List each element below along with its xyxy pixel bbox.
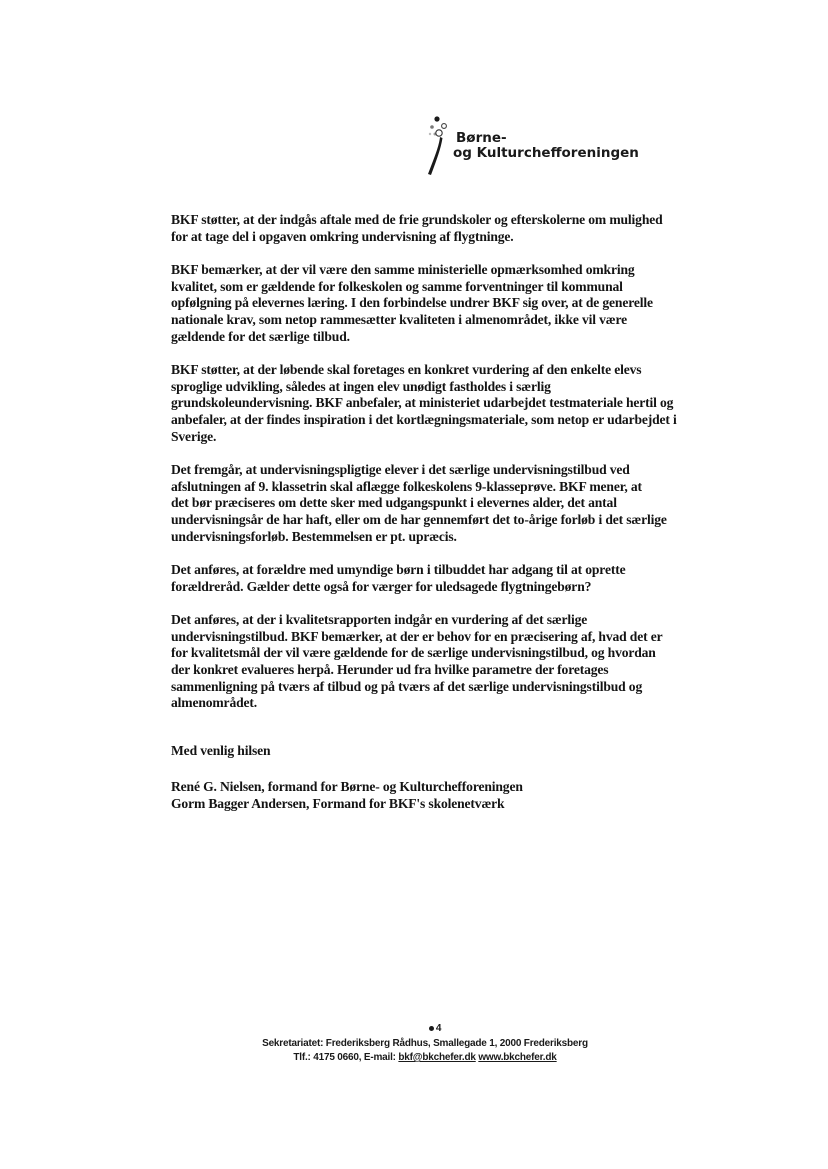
paragraph-5	[171, 562, 719, 595]
text-line: grundskoleundervisning. BKF anbefaler, at ministeriet udarbejdet testmateriale hertil og	[171, 395, 674, 411]
organization-logo	[418, 112, 648, 182]
text-line: Sverige.	[171, 428, 217, 444]
text-line: for kvalitetsmål der vil være gældende for de særlige undervisningstilbud, og hvordan	[171, 645, 656, 661]
page-footer	[0, 1022, 828, 1065]
email-link[interactable]: bkf@bkchefer.dk	[398, 1052, 476, 1063]
text-line: sproglige udvikling, således at ingen elev unødigt fastholdes i særlig	[171, 378, 551, 394]
bullet-dot-icon	[429, 1026, 434, 1031]
website-link[interactable]: www.bkchefer.dk	[478, 1052, 557, 1063]
logo-line-2: og Kulturchefforeningen	[453, 145, 639, 161]
text-line: kvalitet, som er gældende for folkeskolen og samme forventninger til kommunal	[171, 278, 623, 294]
page-number-value: 4	[435, 1023, 442, 1034]
text-line: forældreråd. Gælder dette også for værger for uledsagede flygtningebørn?	[171, 578, 592, 594]
paragraph-6	[171, 612, 719, 712]
text-line: nationale krav, som netop rammesætter kvaliteten i almenområdet, ikke vil være	[171, 311, 627, 327]
footer-phone: Tlf.: 4175 0660, E-mail:	[293, 1052, 399, 1063]
text-line: Det anføres, at forældre med umyndige børn i tilbuddet har adgang til at oprette	[171, 562, 626, 578]
text-line: sammenligning på tværs af tilbud og på tværs af det særlige undervisningstilbud og	[171, 678, 643, 694]
logo-figure-icon	[418, 112, 458, 182]
logo-wordmark	[453, 130, 639, 161]
text-line: for at tage del i opgaven omkring undervisning af flygtninge.	[171, 228, 514, 244]
signature-line: René G. Nielsen, formand for Børne- og Kulturchefforeningen	[171, 779, 523, 795]
text-line: Det anføres, at der i kvalitetsrapporten indgår en vurdering af det særlige	[171, 612, 588, 628]
text-line: Det fremgår, at undervisningspligtige elever i det særlige undervisningstilbud ved	[171, 462, 630, 478]
text-line: undervisningstilbud. BKF bemærker, at der er behov for en præcisering af, hvad det er	[171, 628, 663, 644]
signature-block	[171, 779, 719, 812]
paragraph-2	[171, 262, 719, 345]
footer-contact	[22, 1051, 828, 1065]
text-line: anbefaler, at der findes inspiration i det kortlægningsmateriale, som netop er udarbejdet i	[171, 411, 677, 427]
signature-line: Gorm Bagger Andersen, Formand for BKF's skolenetværk	[171, 796, 505, 812]
paragraph-4	[171, 462, 719, 545]
text-line: afslutningen af 9. klassetrin skal aflægge folkeskolens 9-klasseprøve. BKF mener, at	[171, 478, 642, 494]
text-line: det bør præciseres om dette sker med udgangspunkt i elevernes alder, det antal	[171, 495, 617, 511]
text-line: BKF støtter, at der indgås aftale med de frie grundskoler og efterskolerne om mulighed	[171, 212, 663, 227]
text-line: opfølgning på elevernes læring. I den forbindelse undrer BKF sig over, at de generelle	[171, 295, 653, 311]
text-line: der konkret evalueres herpå. Herunder ud fra hvilke parametre der foretages	[171, 662, 609, 678]
text-line: BKF støtter, at der løbende skal foretages en konkret vurdering af den enkelte elevs	[171, 362, 642, 378]
letter-body	[171, 212, 719, 813]
text-line: gældende for det særlige tilbud.	[171, 328, 350, 344]
logo-line-1: Børne-	[456, 130, 507, 146]
text-line: undervisningsforløb. Bestemmelsen er pt. upræcis.	[171, 528, 457, 544]
closing-greeting: Med venlig hilsen	[171, 742, 271, 758]
paragraph-1	[171, 212, 719, 245]
footer-address: Sekretariatet: Frederiksberg Rådhus, Smallegade 1, 2000 Frederiksberg	[262, 1038, 588, 1049]
page-number	[42, 1022, 828, 1036]
text-line: undervisningsår de har haft, eller om de har gennemført det to-årige forløb i det særlige	[171, 511, 667, 527]
paragraph-3	[171, 362, 719, 445]
text-line: BKF bemærker, at der vil være den samme ministerielle opmærksomhed omkring	[171, 262, 635, 278]
text-line: almenområdet.	[171, 695, 258, 711]
